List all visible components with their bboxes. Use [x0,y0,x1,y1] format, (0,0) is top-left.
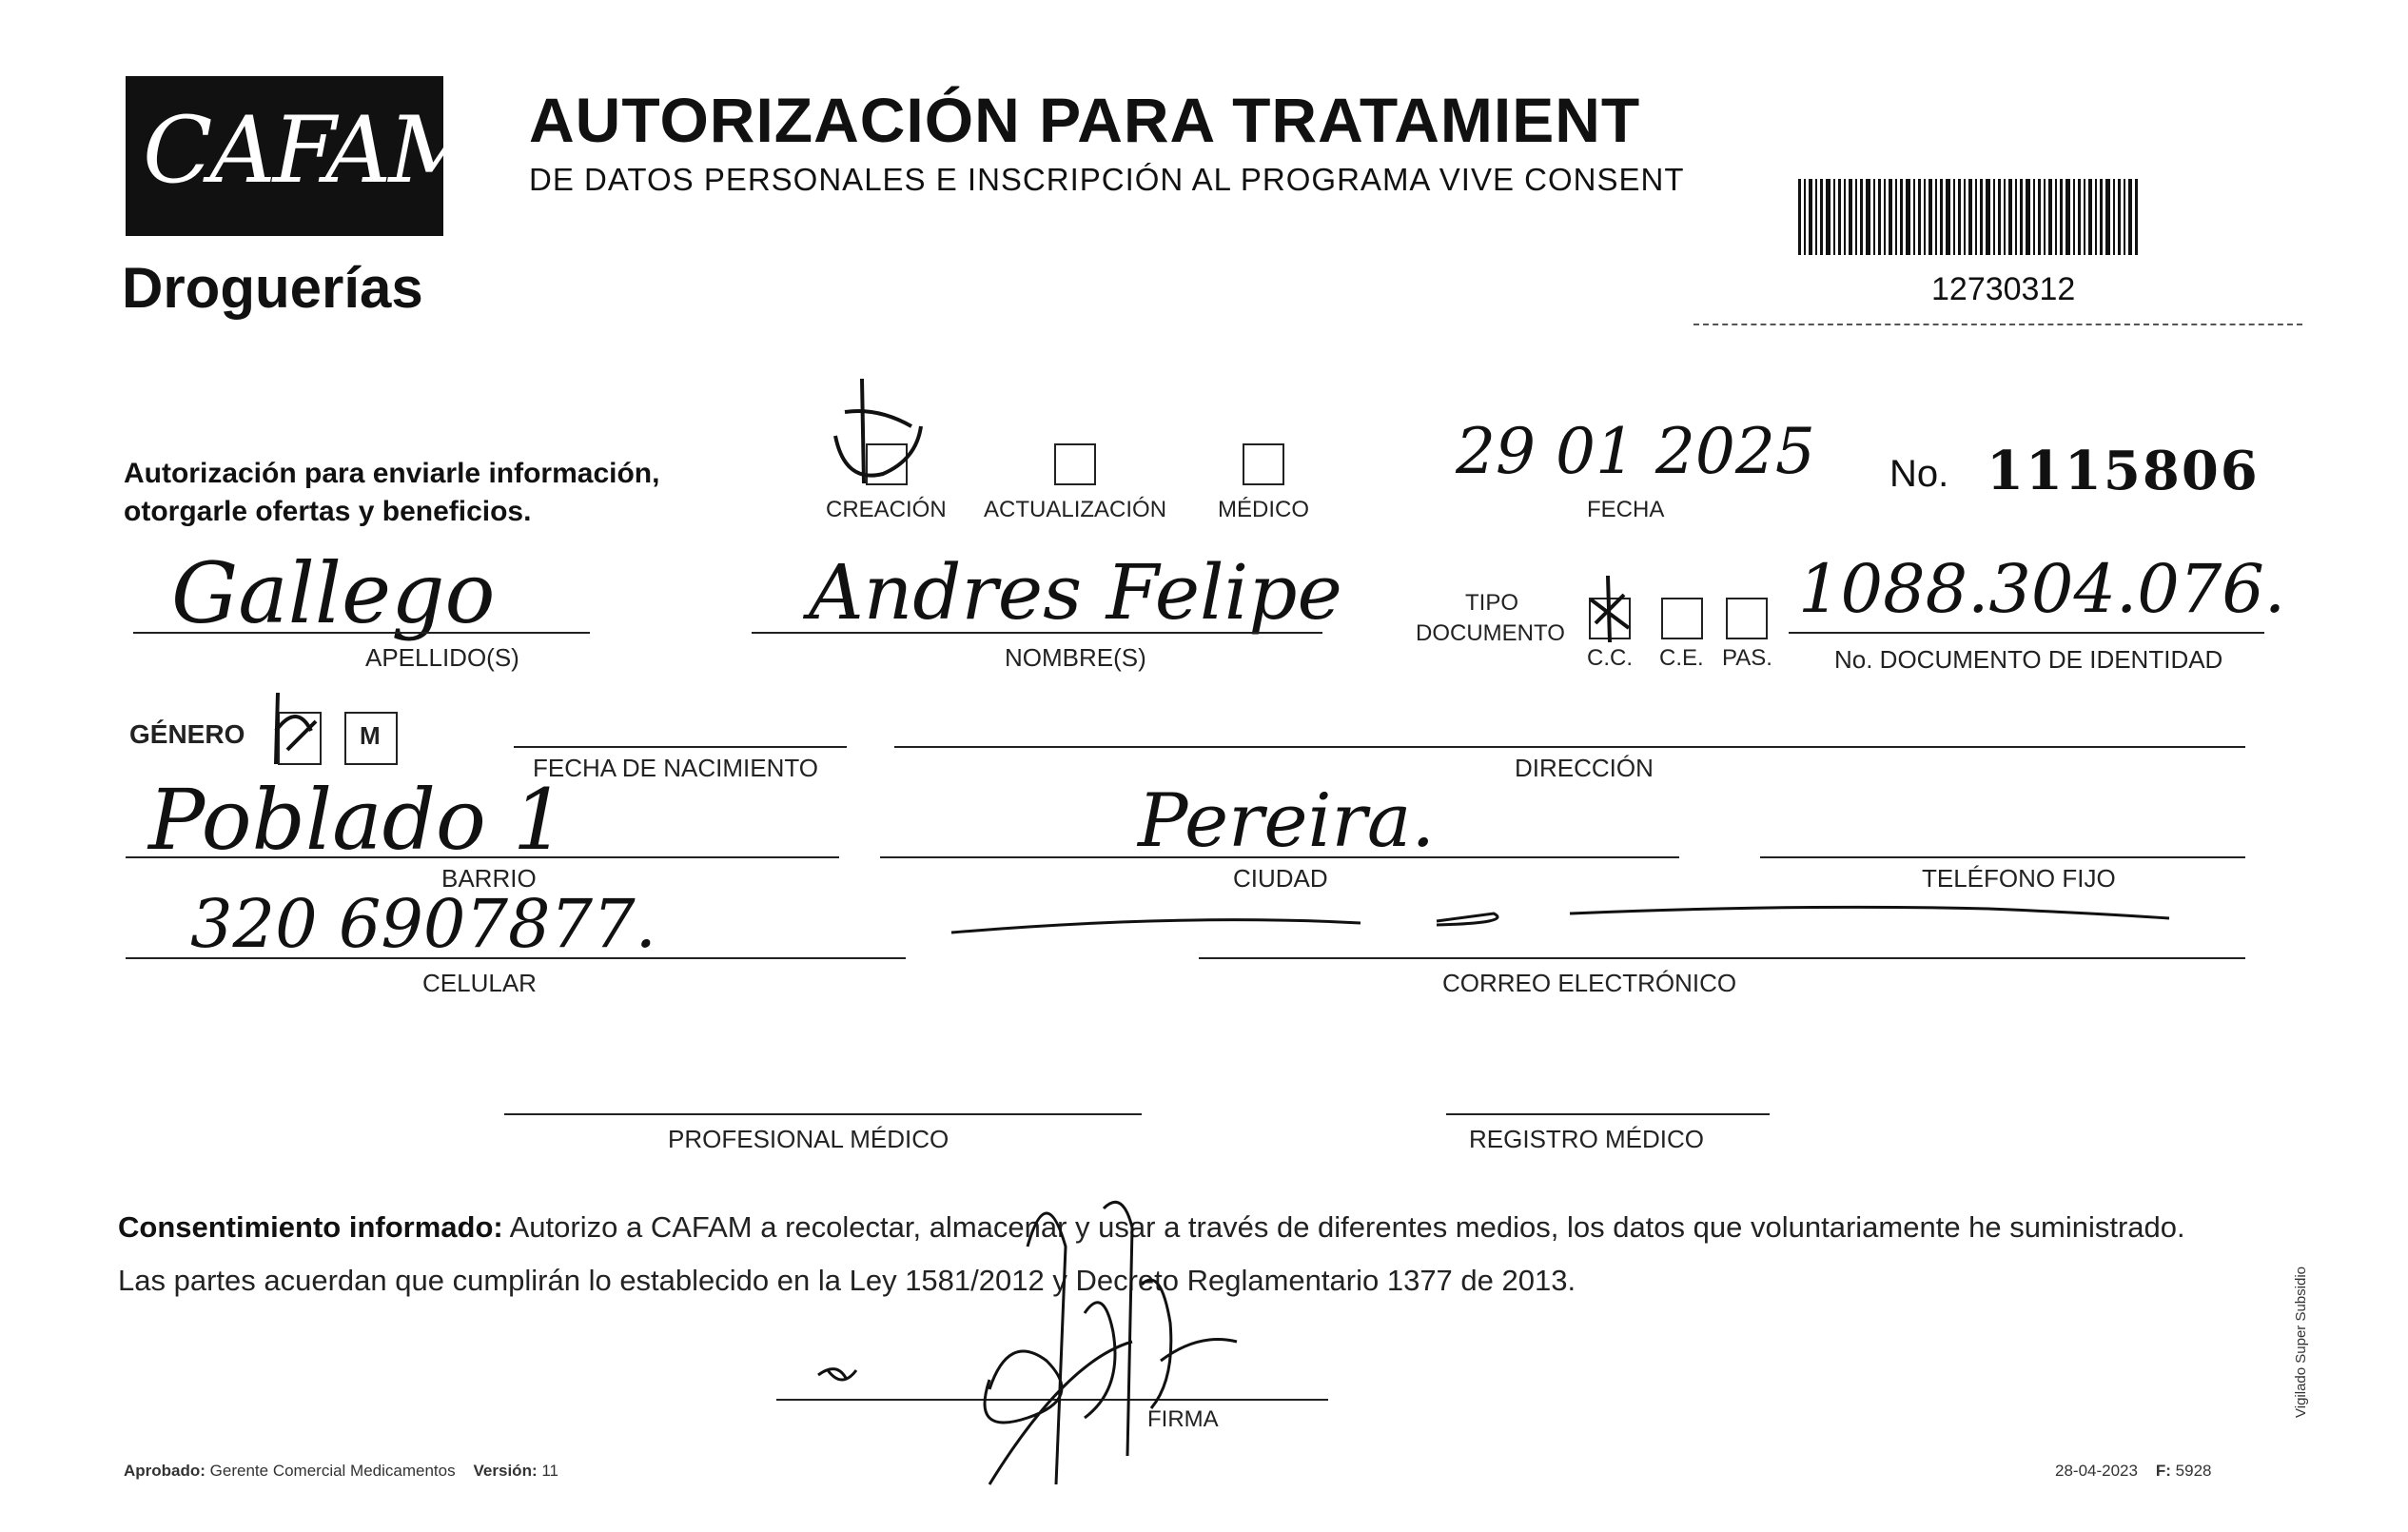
celular-label: CELULAR [422,969,537,997]
medico-checkbox[interactable] [1243,443,1284,485]
signature [799,1170,1332,1532]
ce-label: C.E. [1659,645,1704,671]
correo-label: CORREO ELECTRÓNICO [1442,969,1737,997]
profesional-label: PROFESIONAL MÉDICO [668,1125,949,1153]
consent-body-1: Autorizo a CAFAM a recolectar, almacenar y usar a través de diferentes medios, los datos que voluntariamente he suministrado. [509,1210,2185,1244]
medico-label: MÉDICO [1218,497,1309,522]
barcode-dashed-line [1693,324,2302,325]
actualizacion-label: ACTUALIZACIÓN [984,497,1167,522]
nombre-label: NOMBRE(S) [1005,643,1146,672]
form-number: 1115806 [1987,440,2260,502]
pas-checkbox[interactable] [1726,598,1768,639]
aprobado-label: Aprobado: [124,1462,206,1480]
apellido-value[interactable]: Gallego [171,544,496,642]
tipo-label: TIPO [1465,590,1519,616]
genero-m-label: M [360,721,381,750]
version-label: Versión: [473,1462,538,1480]
registro-label: REGISTRO MÉDICO [1469,1125,1705,1153]
authorization-line-1: Autorización para enviarle información, [124,458,660,489]
document-title: AUTORIZACIÓN PARA TRATAMIENT [529,85,1641,155]
cc-check-mark [1581,571,1638,647]
barrio-label: BARRIO [441,864,537,893]
documento-type-label: DOCUMENTO [1416,620,1565,646]
f-value: 5928 [2175,1462,2212,1480]
consent-heading: Consentimiento informado: [118,1210,503,1244]
ciudad-line [880,856,1679,858]
registro-line [1446,1113,1770,1115]
authorization-line-2: otorgarle ofertas y beneficios. [124,496,532,527]
documento-value[interactable]: 1088.304.076. [1798,550,2286,628]
apellido-line [133,632,590,634]
genero-f-check-mark [259,683,325,769]
barrio-value[interactable]: Poblado 1 [148,771,566,869]
creacion-check-mark [826,369,930,493]
vertical-watermark: Vigilado Super Subsidio [2293,1266,2309,1418]
aprobado-value: Gerente Comercial Medicamentos [209,1462,456,1480]
barrio-line [126,856,839,858]
nacimiento-line [514,746,847,748]
authorization-text [124,455,742,531]
direccion-line [894,746,2245,748]
ciudad-label: CIUDAD [1233,864,1328,893]
fecha-value[interactable]: 29 01 2025 [1456,415,1815,488]
profesional-line [504,1113,1142,1115]
telefono-label: TELÉFONO FIJO [1922,864,2116,893]
footer-date-code [2055,1462,2211,1481]
nombre-line [752,632,1322,634]
footer-approval [124,1462,558,1481]
consent-body-2: Las partes acuerdan que cumplirán lo establecido en la Ley 1581/2012 y Decreto Reglamentario 1377 de 2013. [118,1264,1576,1297]
ciudad-value[interactable]: Pereira. [1138,778,1436,864]
version-value: 11 [541,1462,559,1480]
firma-label: FIRMA [1147,1406,1219,1432]
barcode [1798,179,2141,255]
celular-value[interactable]: 320 6907877. [190,885,656,963]
logo-text: CAFAM [143,97,480,204]
telefono-line [1760,856,2245,858]
number-label: No. [1889,453,1949,495]
document-subtitle: DE DATOS PERSONALES E INSCRIPCIÓN AL PROGRAMA VIVE CONSENT [529,162,1685,197]
actualizacion-checkbox[interactable] [1054,443,1096,485]
cc-label: C.C. [1587,645,1633,671]
celular-line [126,957,906,959]
ce-checkbox[interactable] [1661,598,1703,639]
nombre-value[interactable]: Andres Felipe [809,548,1342,637]
nacimiento-label: FECHA DE NACIMIENTO [533,754,819,782]
f-label: F: [2155,1462,2171,1480]
apellido-label: APELLIDO(S) [365,643,519,672]
direccion-label: DIRECCIÓN [1515,754,1654,782]
footer-date: 28-04-2023 [2055,1462,2138,1480]
barcode-number: 12730312 [1931,271,2076,307]
documento-line [1789,632,2264,634]
pas-label: PAS. [1722,645,1772,671]
brand-subtitle: Droguerías [122,256,423,320]
creacion-label: CREACIÓN [826,497,947,522]
fecha-label: FECHA [1587,497,1665,522]
correo-strikethrough [942,894,2179,952]
documento-label: No. DOCUMENTO DE IDENTIDAD [1834,645,2223,674]
genero-label: GÉNERO [129,719,245,749]
correo-line [1199,957,2245,959]
